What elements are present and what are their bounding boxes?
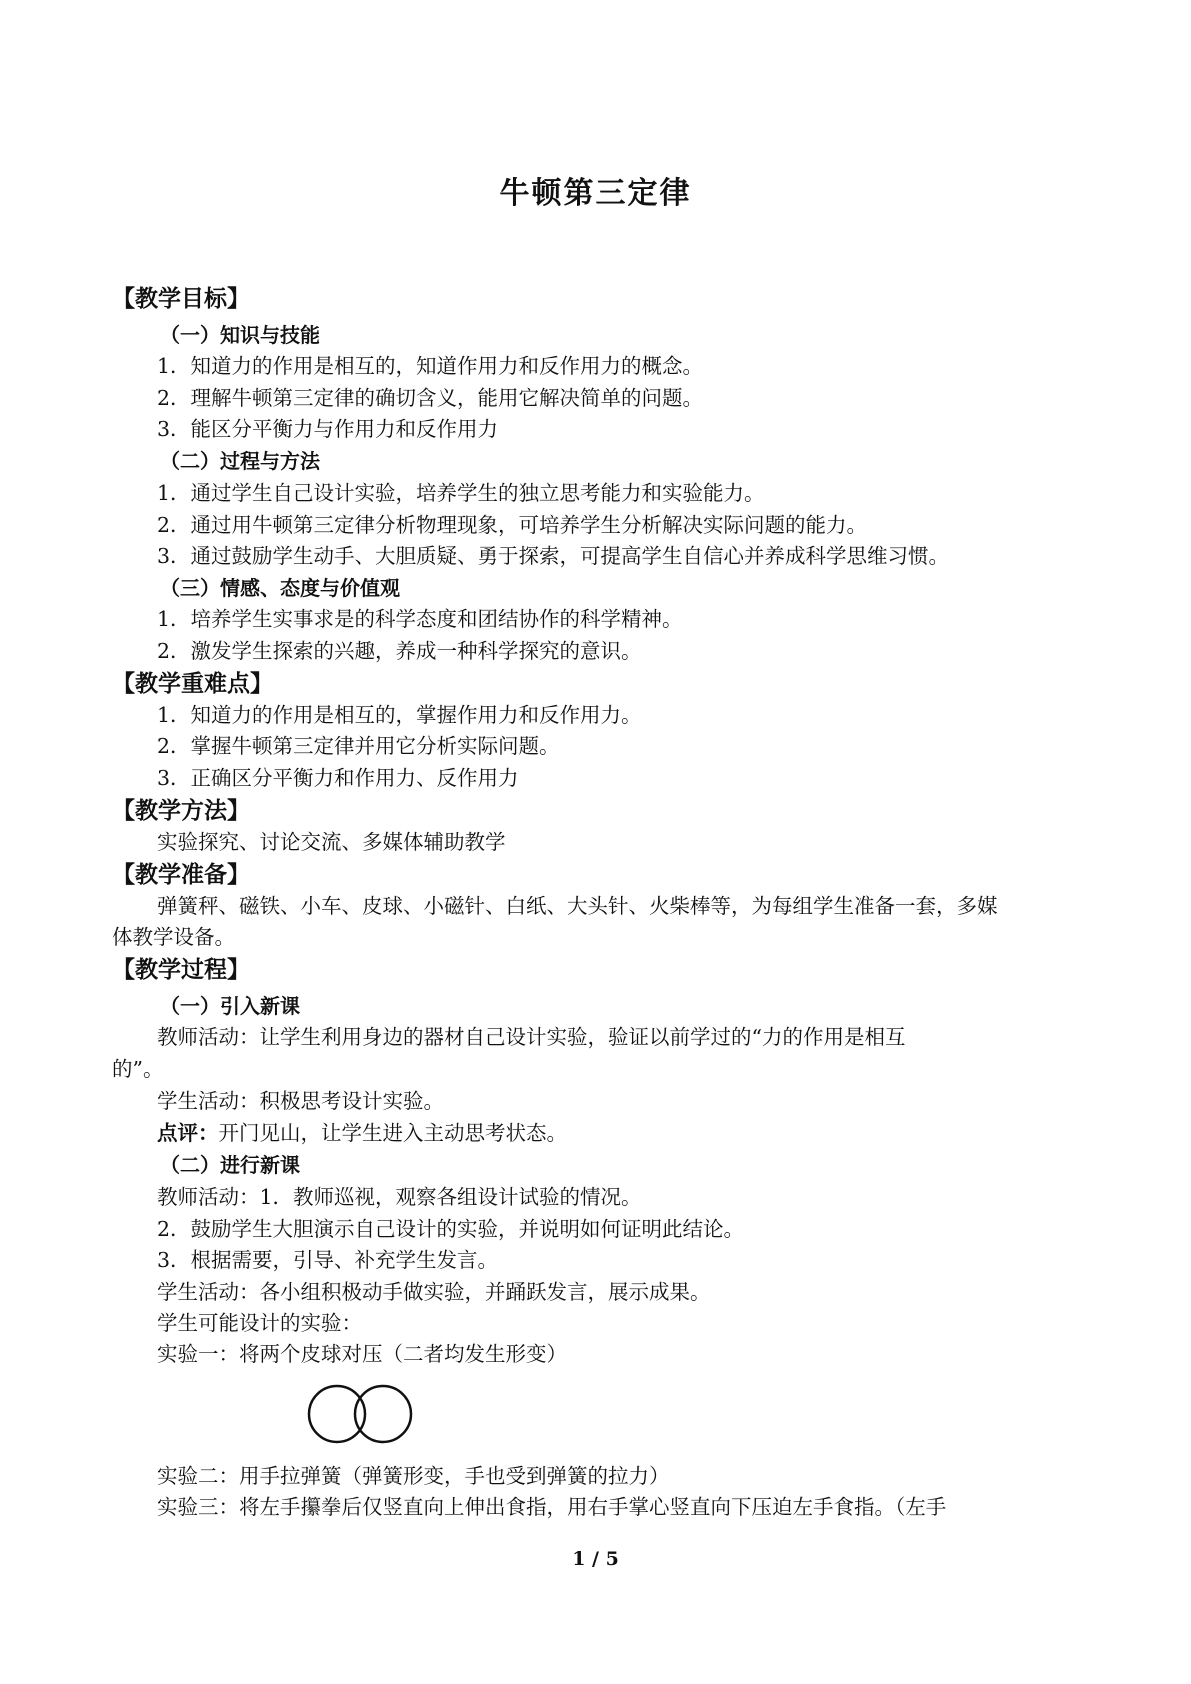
ball-right [355, 1386, 411, 1442]
list-item: 1．通过学生自己设计实验，培养学生的独立思考能力和实验能力。 [157, 481, 765, 505]
experiment-two-text: 实验二：用手拉弹簧（弹簧形变，手也受到弹簧的拉力） [157, 1464, 670, 1488]
comment-label: 点评： [157, 1121, 219, 1145]
list-item: 3．通过鼓励学生动手、大胆质疑、勇于探索，可提高学生自信心并养成科学思维习惯。 [157, 544, 950, 568]
section-heading-key-points: 【教学重难点】 [112, 671, 273, 697]
comment-line [157, 1117, 567, 1149]
subheading-knowledge-skills: （一）知识与技能 [160, 323, 320, 347]
ball-left [309, 1386, 365, 1442]
experiment-one-text: 实验一：将两个皮球对压（二者均发生形变） [157, 1342, 567, 1366]
teacher-activity-text: 教师活动：让学生利用身边的器材自己设计实验，验证以前学过的“力的作用是相互 [157, 1025, 906, 1049]
comment-text: 开门见山，让学生进入主动思考状态。 [218, 1121, 567, 1145]
preparation-text: 弹簧秤、磁铁、小车、皮球、小磁针、白纸、大头针、火柴棒等，为每组学生准备一套，多媒 [157, 894, 998, 918]
possible-experiments-text: 学生可能设计的实验： [157, 1311, 362, 1335]
preparation-text-cont: 体教学设备。 [112, 925, 235, 949]
list-item: 3．正确区分平衡力和作用力、反作用力 [157, 766, 519, 790]
methods-text: 实验探究、讨论交流、多媒体辅助教学 [157, 830, 506, 854]
list-item: 3．能区分平衡力与作用力和反作用力 [157, 417, 499, 441]
subheading-process-methods: （二）过程与方法 [160, 449, 320, 473]
list-item: 1．培养学生实事求是的科学态度和团结协作的科学精神。 [157, 607, 683, 631]
list-item: 2．激发学生探索的兴趣，养成一种科学探究的意识。 [157, 639, 642, 663]
subheading-intro: （一）引入新课 [160, 994, 300, 1018]
section-heading-methods: 【教学方法】 [112, 798, 250, 824]
teacher-activity-text-cont: 的”。 [112, 1057, 164, 1081]
student-activity-text: 学生活动：积极思考设计实验。 [157, 1089, 444, 1113]
two-balls-diagram [305, 1379, 425, 1449]
teacher-activity-text: 教师活动：1．教师巡视，观察各组设计试验的情况。 [157, 1185, 642, 1209]
section-heading-preparation: 【教学准备】 [112, 862, 250, 888]
list-item: 2．理解牛顿第三定律的确切含义，能用它解决简单的问题。 [157, 386, 704, 410]
two-balls-figure [305, 1379, 425, 1453]
student-activity-text: 学生活动：各小组积极动手做实验，并踊跃发言，展示成果。 [157, 1280, 711, 1304]
list-item: 1．知道力的作用是相互的，掌握作用力和反作用力。 [157, 703, 642, 727]
section-heading-goals: 【教学目标】 [112, 286, 250, 312]
page-number: 1 / 5 [572, 1548, 619, 1570]
experiment-three-text: 实验三：将左手攥拳后仅竖直向上伸出食指，用右手掌心竖直向下压迫左手食指。（左手 [157, 1495, 947, 1519]
teacher-activity-item: 2．鼓励学生大胆演示自己设计的实验，并说明如何证明此结论。 [157, 1217, 745, 1241]
list-item: 2．通过用牛顿第三定律分析物理现象，可培养学生分析解决实际问题的能力。 [157, 513, 868, 537]
list-item: 1．知道力的作用是相互的，知道作用力和反作用力的概念。 [157, 354, 704, 378]
subheading-emotion-attitude: （三）情感、态度与价值观 [160, 576, 400, 600]
section-heading-process: 【教学过程】 [112, 957, 250, 983]
teacher-activity-item: 3．根据需要，引导、补充学生发言。 [157, 1248, 499, 1272]
subheading-new-lesson: （二）进行新课 [160, 1153, 300, 1177]
list-item: 2．掌握牛顿第三定律并用它分析实际问题。 [157, 734, 560, 758]
page-title: 牛顿第三定律 [499, 176, 692, 211]
